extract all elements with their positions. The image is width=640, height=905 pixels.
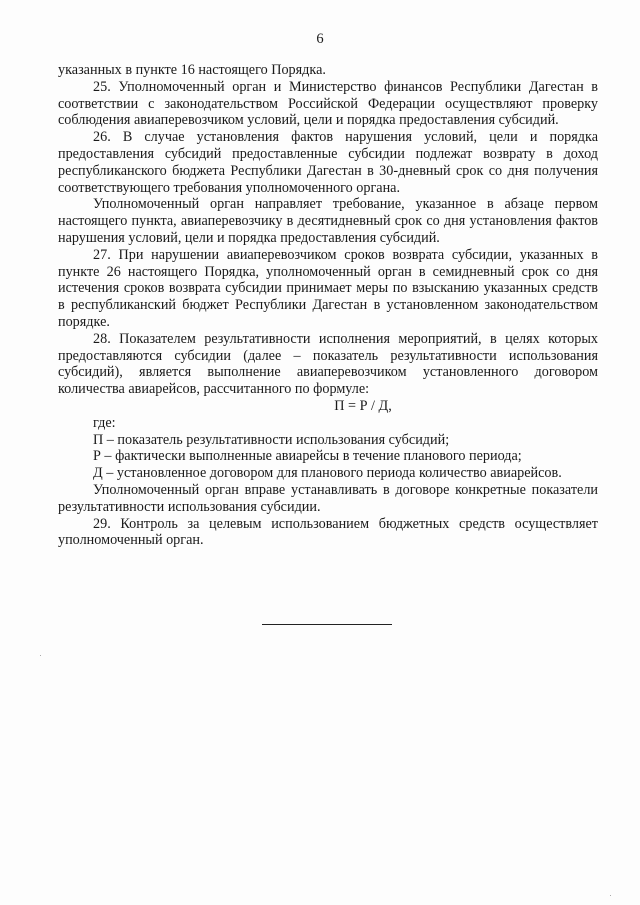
paragraph-25: 25. Уполномоченный орган и Министерство финансов Республики Дагестан в соответствии с законодательством Российской Федерации осуществляют проверку соблюдения авиаперевозчиком условий, цели и порядка предоставления субсидий.: [58, 78, 598, 129]
paragraph-29: 29. Контроль за целевым использованием бюджетных средств осуществляет уполномоченный орган.: [58, 515, 598, 549]
definition-p: П – показатель результативности использования субсидий;: [93, 431, 450, 448]
where-label: где:: [93, 414, 116, 431]
scan-speck: [40, 655, 41, 656]
formula: П = Р / Д,: [334, 397, 392, 414]
definition-r: Р – фактически выполненные авиарейсы в течение планового периода;: [93, 448, 522, 465]
paragraph-28: 28. Показателем результативности исполнения мероприятий, в целях которых предоставляются субсидии (далее – показатель результативности использования субсидий), является выполнение авиаперевозчиком установленного договором количества авиарейсов, рассчитанного по формуле:: [58, 330, 598, 398]
scan-speck: [610, 895, 611, 896]
definition-d: Д – установленное договором для планового периода количество авиарейсов.: [93, 465, 562, 482]
paragraph-continuation: указанных в пункте 16 настоящего Порядка.: [58, 62, 326, 78]
paragraph-26-second: Уполномоченный орган направляет требование, указанное в абзаце первом настоящего пункта, авиаперевозчику в десятидневный срок со дня установления фактов нарушения условий, цели и порядка предоставления субсидий.: [58, 196, 598, 246]
end-of-document-rule: [262, 624, 392, 625]
document-body: [58, 62, 598, 549]
paragraph-28-second: Уполномоченный орган вправе устанавливать в договоре конкретные показатели результативности использования субсидии.: [58, 481, 598, 515]
paragraph-27: 27. При нарушении авиаперевозчиком сроков возврата субсидии, указанных в пункте 26 настоящего Порядка, уполномоченный орган в семидневный срок со дня истечения сроков возврата субсидии принимает меры по взысканию указанных средств в республиканский бюджет Республики Дагестан в установленном законодательством порядке.: [58, 246, 598, 330]
page-number: 6: [316, 31, 324, 47]
paragraph-26: 26. В случае установления фактов нарушения условий, цели и порядка предоставления субсидий предоставленные субсидии подлежат возврату в доход республиканского бюджета Республики Дагестан в 30-дневный срок со дня получения соответствующего требования уполномоченного органа.: [58, 129, 598, 196]
